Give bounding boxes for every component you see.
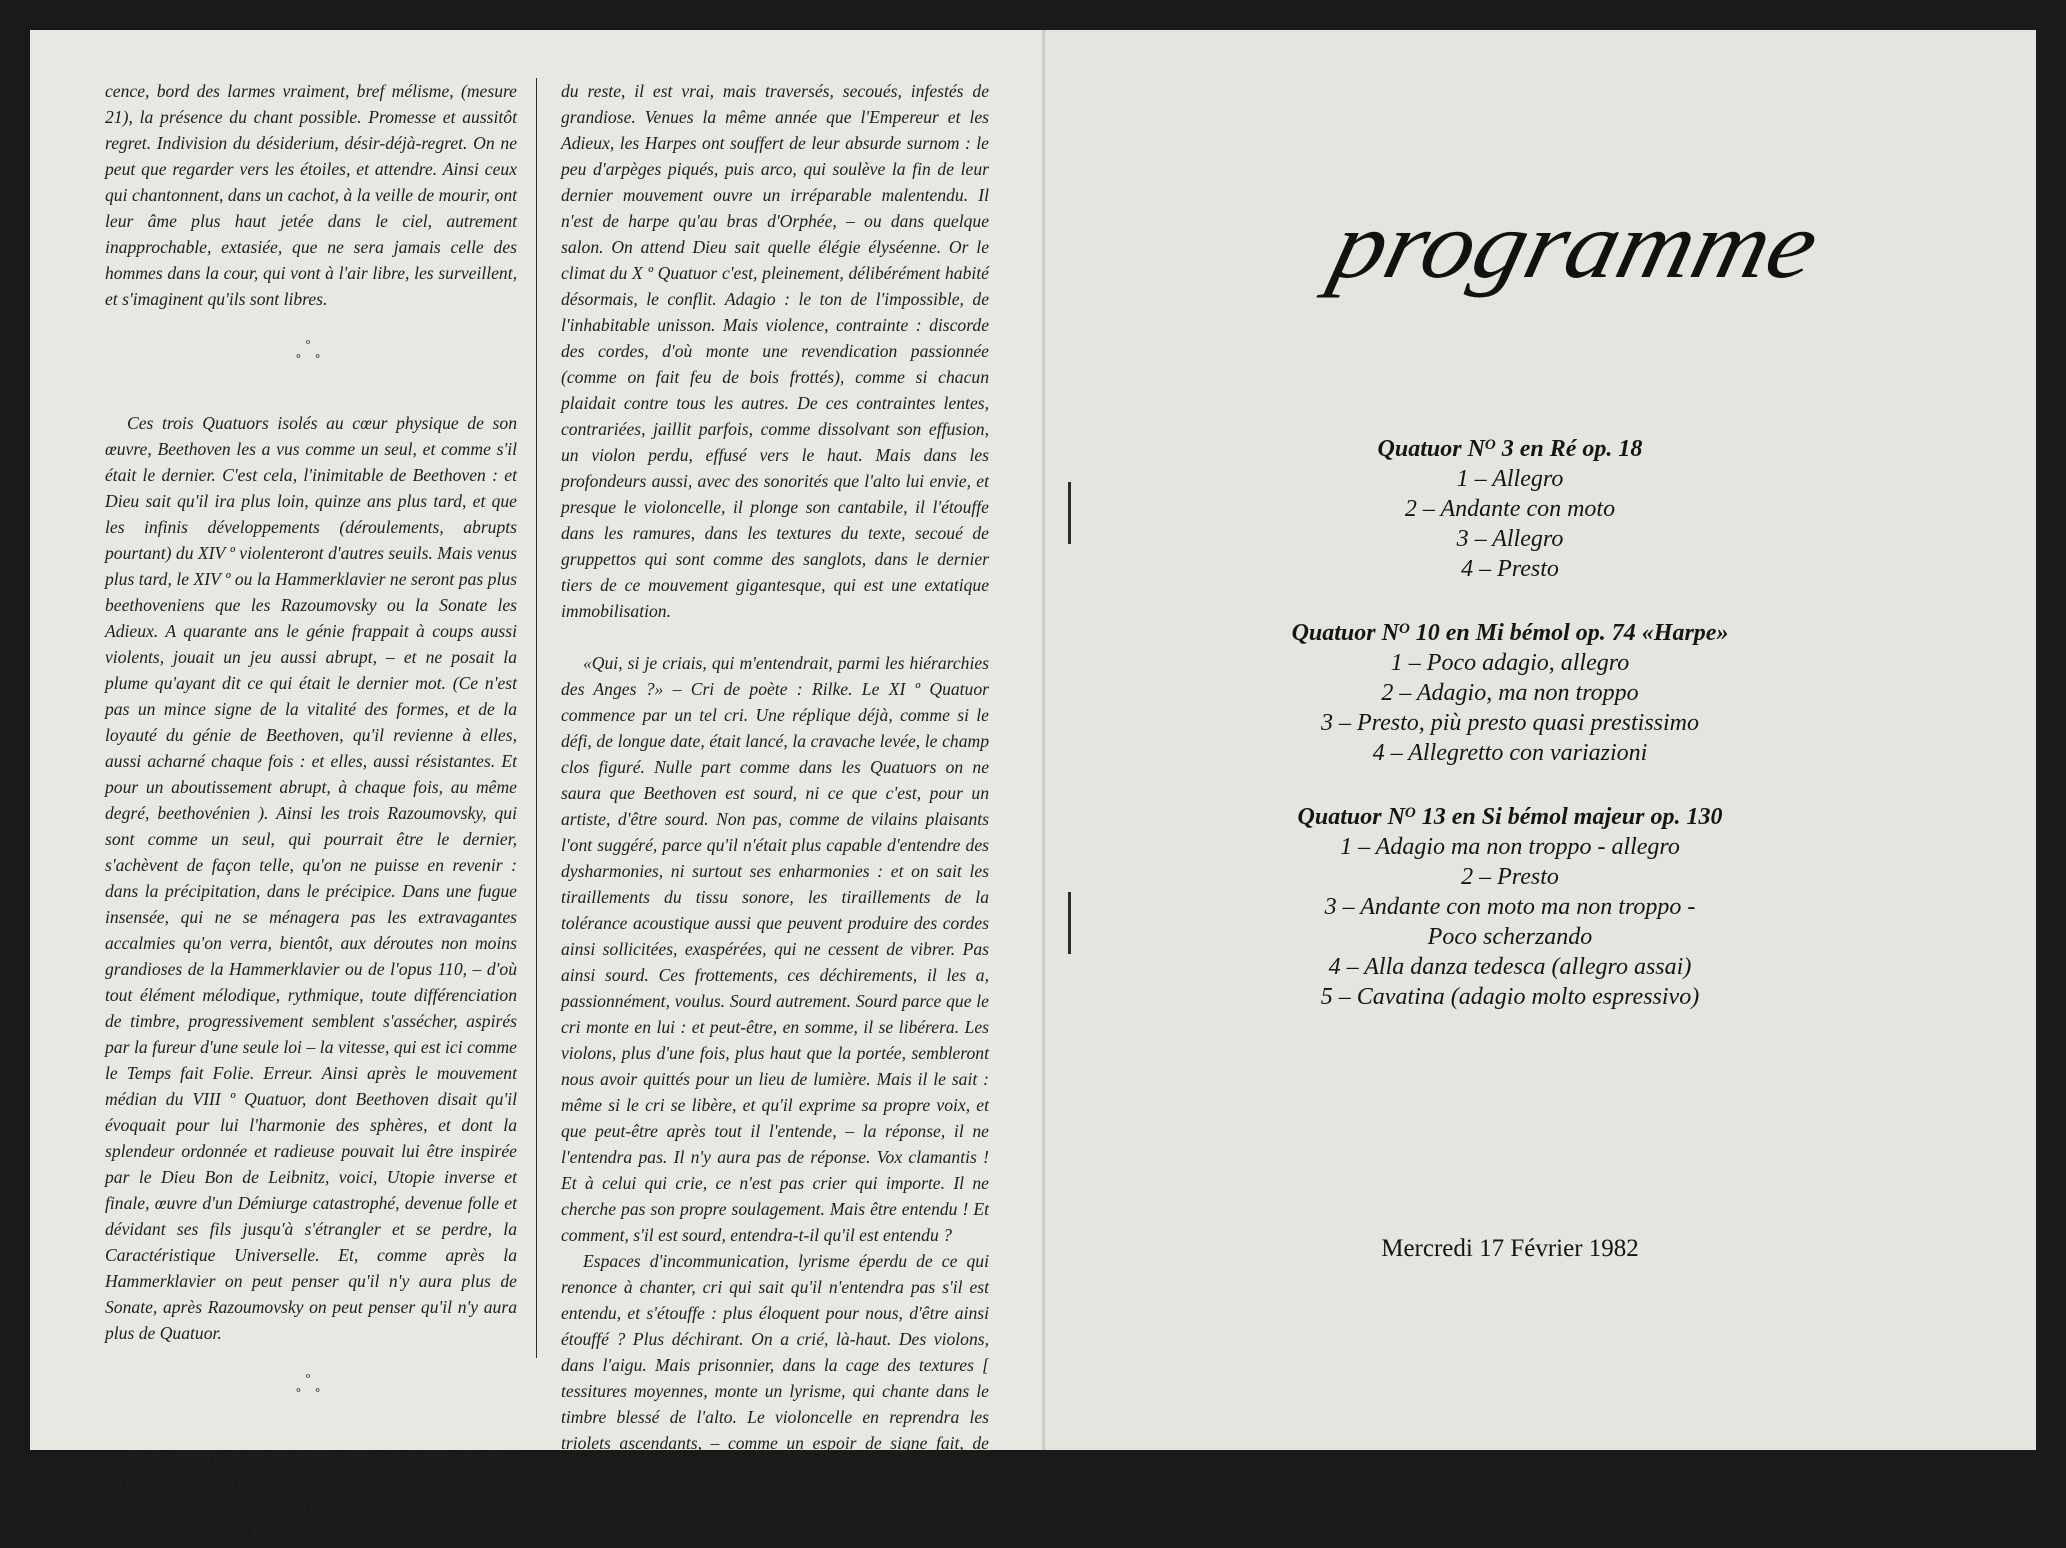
movement: Poco scherzando — [1427, 924, 1593, 950]
left-page — [30, 30, 1045, 1545]
movement: 4 – Allegretto con variazioni — [1372, 740, 1648, 766]
column-rule — [536, 78, 537, 1358]
movement: 1 – Adagio ma non troppo - allegro — [1340, 834, 1680, 860]
programme-title — [1320, 192, 1830, 315]
paragraph: Espaces d'incommunication, lyrisme éperdu de ce qui renonce à chanter, cri qui sait qu'il n'entendra pas s'il est entendu, et s'étouffe : plus éloquent pour nous, d'être ainsi étouffé ? Plus déchirant. On a crié, là-haut. Des violons, dans l'aigu. Mais prisonnier, dans la cage des textures [ tessitures moyennes, monte un lyrisme, qui chante dans le timbre blessé de l'alto. Le violoncelle en reprendra les triolets ascendants, – comme un espoir de signe fait, de réponse perçue. Et le second violon. Jamais — [561, 1251, 989, 1479]
quatuor-block-3 — [1050, 798, 1970, 1012]
paragraph: «Qui, si je criais, qui m'entendrait, parmi les hiérarchies des Anges ?» – Cri de poète : Rilke. Le XI º Quatuor commence par un tel cri. Une réplique déjà, comme si le défi, de longue date, était lancé, la cravache levée, le champ clos figuré. Nulle part comme dans les Quatuors on ne saura que Beethoven est sourd, ni ce que c'est, pour un artiste, d'être sourd. Non pas, comme de vilains plaisants l'ont suggéré, parce qu'il n'était plus capable d'entendre des dysharmonies, ni surtout ses enharmonies : et on sait les tiraillements du tissu sonore, les tiraillements de la tolérance acoustique aussi que peuvent produire des cordes ainsi sollicitées, exaspérées, qui ne cessent de vibrer. Pas ainsi sourd. Ces frottements, ces déchirements, il les a, passionnément, voulus. Sourd autrement. Sourd parce que le cri monte en lui : et peut-être, en somme, il se libérera. Les violons, plus d'une fois, plus haut que la portée, sembleront nous avoir quittés pour un lieu de lumière. Mais il le sait : même si le cri se libère, et qu'il exprime sa propre voix, et que peut-être après tout il l'entende, – la réponse, il ne l'entendra pas. Il n'y aura pas de réponse. Vox clamantis ! Et à celui qui crie, ce n'est pas crier qui importe. Il ne cherche pas son propre soulagement. Mais être entendu ! Et comment, s'il est sourd, entendra-t-il qu'il est entendu ? — [561, 653, 989, 1245]
movement: 5 – Cavatina (adagio molto espressivo) — [1320, 984, 1700, 1010]
section-ornament: º º º — [296, 1371, 326, 1400]
movement: 3 – Presto, più presto quasi prestissimo — [1320, 710, 1699, 736]
paragraph: Ces trois Quatuors isolés au cœur physique de son œuvre, Beethoven les a vus comme un seul, et comme s'il était le dernier. C'est cela, l'inimitable de Beethoven : et Dieu sait qu'il ira plus loin, quinze ans plus tard, et que les infinis développements (déroulements, abrupts pourtant) du XIV º violenteront d'autres seuils. Mais venus plus tard, le XIV º ou la Hammerklavier ne seront pas plus beethoveniens que les Razoumovsky ou la Sonate les Adieux. A quarante ans le génie frappait à coups aussi violents, jouait un jeu aussi abrupt, – et ne posait la plume qu'ayant dit ce qui était le dernier mot. (Ce n'est pas un mince signe de la vitalité des formes, et de la loyauté du génie de Beethoven, qu'il revienne à elles, aussi acharné chaque fois : et elles, aussi résistantes. Et pour un aboutissement abrupt, à chaque fois, au même degré, beethovénien ). Ainsi les trois Razoumovsky, qui sont comme un seul, qui pourrait être le dernier, s'achèvent de façon telle, qu'on ne puisse en revenir : dans la précipitation, dans le précipice. Dans une fugue insensée, qui ne se ménagera pas les extravagantes accalmies qu'on verra, bientôt, aux déroutes non moins grandioses de la Hammerklavier ou de l'opus 110, – d'où tout élément mélodique, rythmique, toute différenciation de timbre, progressivement semblent s'assécher, aspirés par la fureur d'une seule loi – la vitesse, qui est ici comme le Temps fait Folie. Erreur. Ainsi après le mouvement médian du VIII º Quatuor, dont Beethoven disait qu'il évoquait pour lui l'harmonie des sphères, et dont la splendeur ordonnée et radieuse pouvait lui être inspirée par le Dieu Bon de Leibnitz, voici, Utopie inverse et finale, œuvre d'un Démiurge catastrophé, devenue folle et dévidant ses fils jusqu'à s'étrangler et se perdre, la Caractéristique Universelle. Et, comme après la Hammerklavier on peut penser qu'il n'y aura plus de Sonate, après Razoumovsky on peut penser qu'il n'y aura plus de Quatuor. — [105, 413, 517, 1343]
programme-title-text: programme — [1322, 192, 1794, 299]
quatuor-heading: Quatuor $N^O$ 3 en Ré op. 18 — [1377, 436, 1643, 462]
booklet-spread — [30, 30, 2036, 1545]
movement: 1 – Poco adagio, allegro — [1390, 650, 1630, 676]
paragraph: cence, bord des larmes vraiment, bref mélisme, (mesure 21), la présence du chant possible. Promesse et aussitôt regret. Indivision du désiderium, désir-déjà-regret. On ne peut que regarder vers les étoiles, et attendre. Ainsi ceux qui chantonnent, dans un cachot, à la veille de mourir, ont leur âme plus haut jetée dans le ciel, autrement inapprochable, extasiée, que ne sera jamais celle des hommes dans la cour, qui vont à l'air libre, les surveillent, et s'imaginent qu'ils sont libres. — [105, 81, 517, 309]
movement: 1 – Allegro — [1456, 466, 1564, 492]
movement: 2 – Adagio, ma non troppo — [1381, 680, 1639, 706]
paragraph: du reste, il est vrai, mais traversés, secoués, infestés de grandiose. Venues la même année que l'Empereur et les Adieux, les Harpes ont souffert de leur absurde surnom : le peu d'arpèges piqués, puis arco, qui soulève la fin de leur dernier mouvement ouvre un irréparable malentendu. Il n'est de harpe qu'au bras d'Orphée, – ou dans quelque salon. On attend Dieu sait quelle élégie élyséenne. Or le climat du X º Quatuor c'est, pleinement, délibérément habité désormais, le conflit. Adagio : le ton de l'impossible, de l'inhabitable unisson. Mais violence, contrainte : discorde des cordes, d'où monte une revendication passionnée (comme on fait feu de bois frottés), comme si chacun plaidait contre tous les autres. De ces contraintes lentes, contrariées, jaillit parfois, comme dissolvant son effusion, un violon perdu, effusé vers le haut. Mais dans les profondeurs aussi, avec des sonorités que l'alto lui envie, et presque le violoncelle, il plonge son cantabile, il l'étouffe dans les ramures, dans les textures du texte, secoué de gruppettos qui sont comme des sanglots, dans le dernier tiers de ce mouvement gigantesque, qui est une extatique immobilisation. — [561, 81, 989, 621]
text-column-2 — [561, 78, 989, 1482]
movement: 4 – Presto — [1461, 556, 1559, 582]
quatuor-heading: Quatuor $N^O$ 13 en Si bémol majeur op. 130 — [1297, 804, 1723, 830]
text-column-1 — [105, 78, 517, 1548]
movement: 3 – Allegro — [1456, 526, 1564, 552]
movement: 3 – Andante con moto ma non troppo - — [1324, 894, 1696, 920]
movement: 4 – Alla danza tedesca (allegro assai) — [1328, 954, 1692, 980]
concert-date: Mercredi 17 Février 1982 — [1381, 1235, 1639, 1262]
quatuor-block-1 — [1050, 430, 1970, 584]
quatuor-heading: Quatuor $N^O$ 10 en Mi bémol op. 74 «Harpe» — [1291, 620, 1729, 646]
movement: 2 – Andante con moto — [1404, 496, 1616, 522]
section-ornament: º º º — [296, 337, 326, 366]
movement: 2 – Presto — [1461, 864, 1559, 890]
quatuor-block-2 — [1050, 614, 1970, 768]
paragraph: Il en viendra deux pourtant, trois et quatre ans plus tard. Pics isolés. Gauches tous deux. Supposés malvenus, comme tout ce qui surgit, erratique, entre de saisissantes séries, – et méjugés. Boiteux — [105, 1447, 517, 1545]
